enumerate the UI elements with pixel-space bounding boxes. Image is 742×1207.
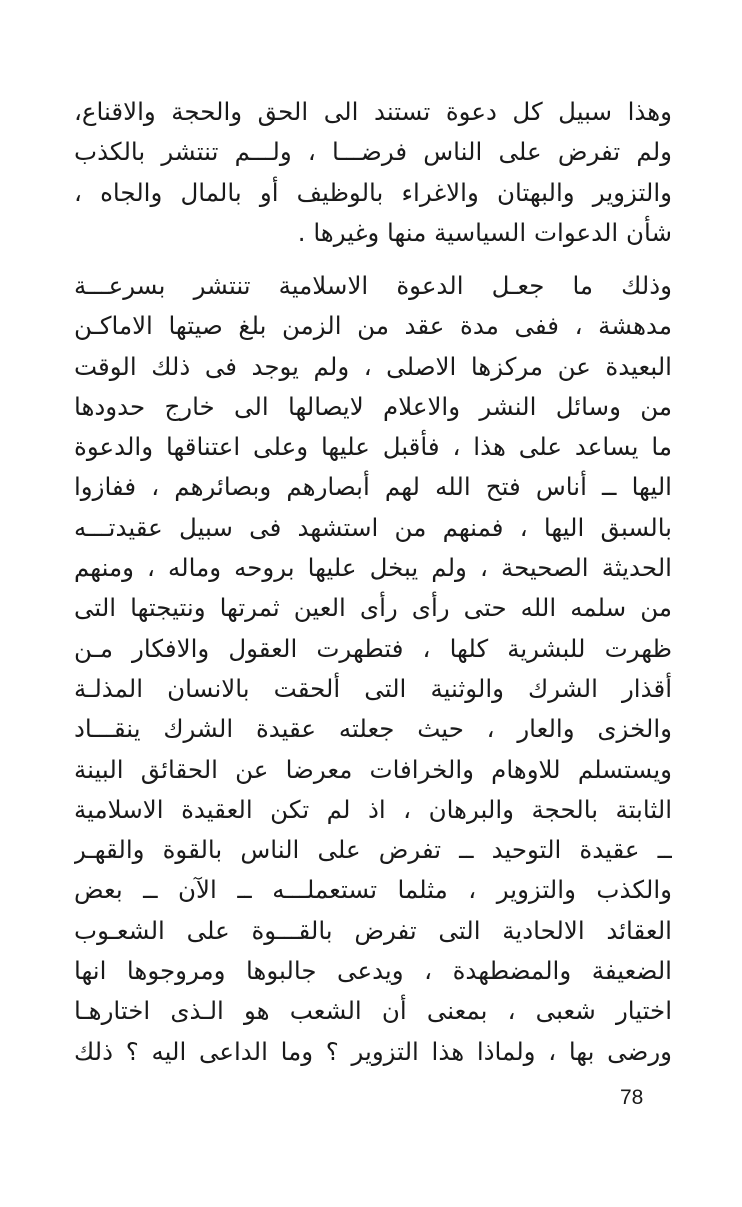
text-line: البعيدة عن مركزها الاصلى ، ولم يوجد فى ذلك الوقت xyxy=(74,351,672,381)
text-line: ظهرت للبشرية كلها ، فتطهرت العقول والافكار مـن xyxy=(74,633,672,663)
page-number: 78 xyxy=(620,1086,644,1109)
paragraph-2 xyxy=(74,266,672,1072)
text-line: أقذار الشرك والوثنية التى ألحقت بالانسان المذلـة xyxy=(74,673,672,703)
text-line: اليها ــ أناس فتح الله لهم أبصارهم وبصائرهم ، ففازوا xyxy=(74,472,672,502)
text-line: مدهشة ، ففى مدة عقد من الزمن بلغ صيتها الاماكـن xyxy=(74,311,672,341)
text-line: من سلمه الله حتى رأى رأى العين ثمرتها ونتيجتها التى xyxy=(74,593,672,623)
text-line: وهذا سبيل كل دعوة تستند الى الحق والحجة والاقناع، xyxy=(74,97,672,126)
text-line: بالسبق اليها ، فمنهم من استشهد فى سبيل عقيدتـــه xyxy=(74,512,672,542)
text-line: اختيار شعبى ، بمعنى أن الشعب هو الـذى اختارهـا xyxy=(74,996,672,1026)
paragraph-1 xyxy=(74,92,672,253)
text-line: الحديثة الصحيحة ، ولم يبخل عليها بروحه وماله ، ومنهم xyxy=(74,553,672,583)
text-line: وذلك ما جعـل الدعوة الاسلامية تنتشر بسرعـــة xyxy=(74,271,672,300)
text-line: ما يساعد على هذا ، فأقبل عليها وعلى اعتناقها والدعوة xyxy=(74,432,672,462)
text-line: والخزى والعار ، حيث جعلته عقيدة الشرك ينقـــاد xyxy=(74,714,672,744)
text-line: العقائد الالحادية التى تفرض بالقـــوة على الشعـوب xyxy=(74,915,672,945)
text-line: الثابتة بالحجة والبرهان ، اذ لم تكن العقيدة الاسلامية xyxy=(74,794,672,824)
text-line: ــ عقيدة التوحيد ــ تفرض على الناس بالقوة والقهـر xyxy=(74,835,672,865)
text-line: والكذب والتزوير ، مثلما تستعملـــه ــ الآن ــ بعض xyxy=(74,875,672,905)
text-line: ولم تفرض على الناس فرضـــا ، ولـــم تنتشر بالكذب xyxy=(74,137,672,167)
text-line: ورضى بها ، ولماذا هذا التزوير ؟ وما الداعى اليه ؟ ذلك xyxy=(74,1036,672,1066)
text-line: من وسائل النشر والاعلام لايصالها الى خارج حدودها xyxy=(74,391,672,421)
text-line: شأن الدعوات السياسية منها وغيرها . xyxy=(297,217,672,247)
text-line: الضعيفة والمضطهدة ، ويدعى جالبوها ومروجوها انها xyxy=(74,956,672,986)
text-line: والتزوير والبهتان والاغراء بالوظيف أو بالمال والجاه ، xyxy=(74,177,672,207)
text-line: ويستسلم للاوهام والخرافات معرضا عن الحقائق البينة xyxy=(74,754,672,784)
